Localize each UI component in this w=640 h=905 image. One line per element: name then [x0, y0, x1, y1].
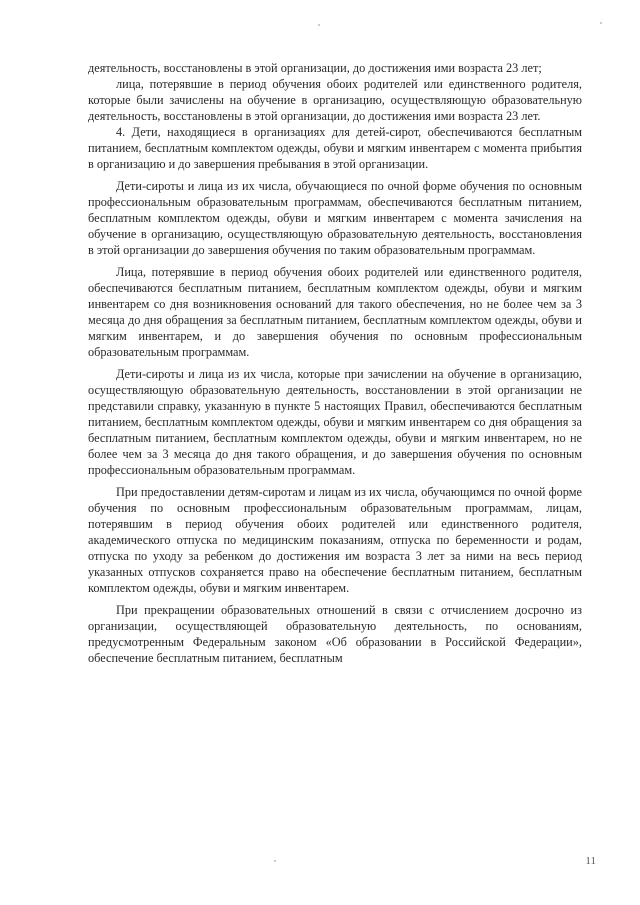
page-number: 11	[585, 855, 596, 867]
paragraph-7: При предоставлении детям-сиротам и лицам из их числа, обучающимся по очной форме обучения по основным профессиональным образовательным программам, лицам, потерявшим в период обучения обоих родителей или единственного родителя, академического отпуска по медицинским показаниям, отпуска по беременности и родам, отпуска по уходу за ребенком до достижения им возраста 3 лет за ними на весь период указанных отпусков сохраняется право на обеспечение бесплатным питанием, бесплатным комплектом одежды, обуви и мягким инвентарем.	[88, 485, 582, 595]
scan-speck	[274, 860, 276, 862]
scan-speck	[600, 22, 602, 24]
scan-speck	[318, 24, 320, 26]
paragraph-6: Дети-сироты и лица из их числа, которые при зачислении на обучение в организацию, осуществляющую образовательную деятельность, восстановлении в этой организации не представили справку, указанную в пункте 5 настоящих Правил, обеспечиваются бесплатным питанием, бесплатным комплектом одежды, обуви и мягким инвентарем со дня обращения за бесплатным питанием, бесплатным комплектом одежды, обуви и мягким инвентарем, но не более чем за 3 месяца до дня такого обращения, и до завершения обучения по основным профессиональным образовательным программам.	[88, 367, 582, 477]
paragraph-8: При прекращении образовательных отношений в связи с отчислением досрочно из организации, осуществляющей образовательную деятельность, по основаниям, предусмотренным Федеральным законом «Об образовании в Российской Федерации», обеспечение бесплатным питанием, бесплатным	[88, 603, 582, 665]
paragraph-3: 4. Дети, находящиеся в организациях для детей-сирот, обеспечиваются бесплатным питанием, бесплатным комплектом одежды, обуви и мягким инвентарем с момента прибытия в организацию и до завершения пребывания в этой организации.	[88, 125, 582, 171]
paragraph-1: деятельность, восстановлены в этой организации, до достижения ими возраста 23 лет;	[88, 61, 542, 75]
paragraph-2: лица, потерявшие в период обучения обоих родителей или единственного родителя, которые были зачислены на обучение в организацию, осуществляющую образовательную деятельность, восстановлены в этой организации, до достижения ими возраста 23 лет.	[88, 77, 582, 123]
paragraph-5: Лица, потерявшие в период обучения обоих родителей или единственного родителя, обеспечиваются бесплатным питанием, бесплатным комплектом одежды, обуви и мягким инвентарем со дня возникновения оснований для такого обеспечения, но не более чем за 3 месяца до дня обращения за бесплатным питанием, бесплатным комплектом одежды, обуви и мягким инвентарем, и до завершения обучения по основным профессиональным образовательным программам.	[88, 265, 582, 359]
paragraph-4: Дети-сироты и лица из их числа, обучающиеся по очной форме обучения по основным профессиональным образовательным программам, обеспечиваются бесплатным питанием, бесплатным комплектом одежды, обуви и мягким инвентарем с момента зачисления на обучение в организацию, осуществляющую образовательную деятельность, восстановления в этой организации до завершения обучения по таким образовательным программам.	[88, 179, 582, 257]
